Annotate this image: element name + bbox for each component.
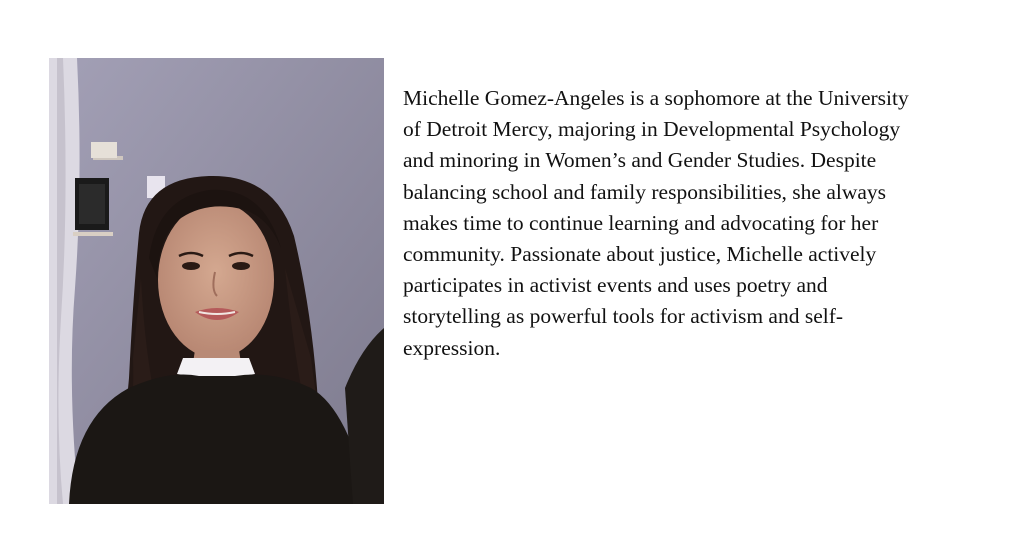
bio-line: of Detroit Mercy, majoring in Developmental Psychology bbox=[403, 117, 901, 142]
portrait-photo bbox=[49, 58, 384, 504]
bio-line: and minoring in Women’s and Gender Studies. Despite bbox=[403, 148, 877, 173]
portrait-image bbox=[49, 58, 384, 504]
bio-line: Michelle Gomez-Angeles is a sophomore at the University bbox=[403, 86, 909, 110]
bio-line: expression. bbox=[403, 335, 501, 360]
bio-line: makes time to continue learning and advocating for her bbox=[403, 210, 879, 235]
bio-text bbox=[403, 83, 988, 364]
bio-line: balancing school and family responsibilities, she always bbox=[403, 179, 887, 204]
bio-line: participates in activist events and uses poetry and bbox=[403, 273, 828, 298]
bio-line: community. Passionate about justice, Michelle actively bbox=[403, 242, 877, 267]
bio-line: storytelling as powerful tools for activism and self- bbox=[403, 304, 844, 329]
